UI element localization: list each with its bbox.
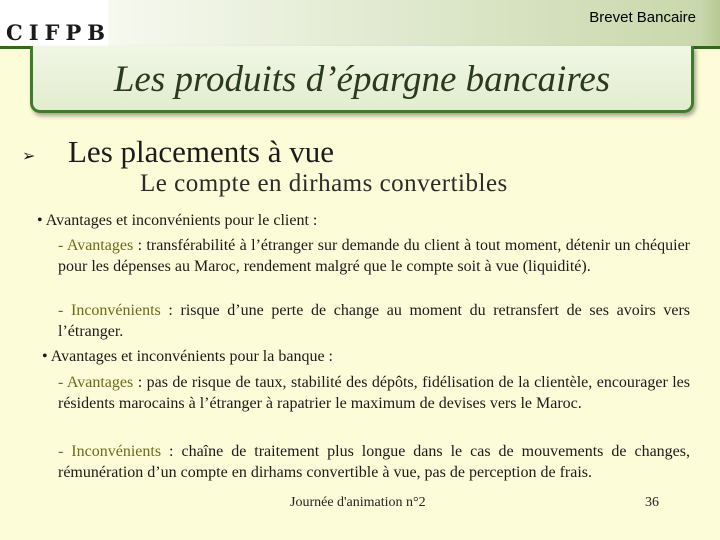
bank-advantages-text: : pas de risque de taux, stabilité des dépôts, fidélisation de la clientèle, encourager les résidents marocains à l’étranger à rapatrier le maximum de devises vers le Maroc. xyxy=(58,374,690,412)
course-name: Brevet Bancaire xyxy=(589,9,696,26)
bank-drawbacks-text: : chaîne de traitement plus longue dans le cas de mouvements de changes, rémunération d’un compte en dirhams convertible à vue, pas de perception de frais. xyxy=(58,443,690,481)
section-subheading: Le compte en dirhams convertibles xyxy=(140,170,508,197)
bullet-bank: • Avantages et inconvénients pour la banque : xyxy=(42,348,333,365)
footer-event: Journée d'animation n°2 xyxy=(290,495,426,510)
bank-drawbacks-label: - Inconvénients xyxy=(58,443,162,460)
arrowhead-bullet-icon: ➢ xyxy=(22,148,36,165)
bank-advantages xyxy=(58,372,690,414)
bullet-client: • Avantages et inconvénients pour le client : xyxy=(37,212,318,229)
client-drawbacks-label: - Inconvénients xyxy=(58,302,161,319)
client-drawbacks-text: : risque d’une perte de change au moment du retransfert de ses avoirs vers l’étranger. xyxy=(58,302,691,340)
title-banner xyxy=(30,46,694,113)
page-number: 36 xyxy=(645,495,659,510)
header-bar xyxy=(0,0,720,49)
cifpb-logo: CIFPB xyxy=(6,20,111,45)
section-heading: Les placements à vue xyxy=(68,134,334,169)
bank-advantages-label: - Avantages xyxy=(58,374,134,391)
bank-drawbacks xyxy=(58,441,690,483)
slide-title: Les produits d’épargne bancaires xyxy=(113,59,611,100)
client-advantages-label: - Avantages xyxy=(58,237,134,254)
client-advantages-text: : transférabilité à l’étranger sur demande du client à tout moment, détenir un chéquier pour les dépenses au Maroc, rendement malgré que le compte soit à vue (liquidité). xyxy=(58,237,690,275)
client-drawbacks xyxy=(58,300,690,342)
client-advantages xyxy=(58,235,690,277)
logo-container xyxy=(0,0,111,46)
